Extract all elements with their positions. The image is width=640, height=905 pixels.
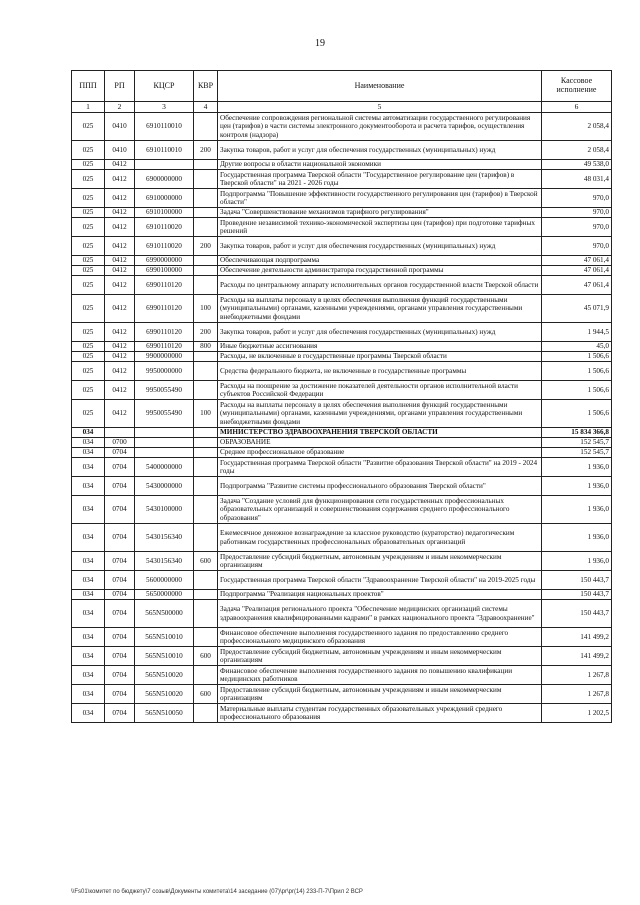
column-number: 6 <box>542 102 612 113</box>
cell-amount: 1 936,0 <box>542 458 612 477</box>
cell-name: Подпрограмма "Реализация национальных проектов" <box>218 590 542 600</box>
cell-ppp: 025 <box>72 170 105 189</box>
table-row <box>72 685 612 704</box>
cell-kvr: 100 <box>194 295 218 323</box>
cell-rp: 0704 <box>105 571 135 590</box>
table-row <box>72 266 612 276</box>
table-row <box>72 590 612 600</box>
cell-name: Подпрограмма "Повышение эффективности государственного регулирования цен (тарифов) в Тверской области" <box>218 189 542 208</box>
cell-kvr: 200 <box>194 237 218 256</box>
cell-kcsr: 6900000000 <box>135 170 194 189</box>
cell-amount: 1 936,0 <box>542 524 612 552</box>
cell-kvr <box>194 428 218 438</box>
header-ppp: ППП <box>72 71 105 102</box>
table-row <box>72 113 612 141</box>
cell-kcsr: 5430156340 <box>135 552 194 571</box>
cell-rp: 0704 <box>105 590 135 600</box>
cell-ppp: 025 <box>72 218 105 237</box>
cell-name: Проведение независимой технико-экономической экспертизы цен (тарифов) при подготовке тарифных решений <box>218 218 542 237</box>
header-name: Наименование <box>218 71 542 102</box>
cell-name: Финансовое обеспечение выполнения государственного задания по повышению квалификации медицинских работников <box>218 666 542 685</box>
cell-name: МИНИСТЕРСТВО ЗДРАВООХРАНЕНИЯ ТВЕРСКОЙ ОБЛАСТИ <box>218 428 542 438</box>
cell-rp: 0412 <box>105 208 135 218</box>
cell-name: Обеспечивающая подпрограмма <box>218 256 542 266</box>
cell-kcsr: 9950055490 <box>135 381 194 400</box>
cell-kcsr: 565N510020 <box>135 685 194 704</box>
cell-amount: 141 499,2 <box>542 647 612 666</box>
cell-kvr <box>194 496 218 524</box>
cell-name: Расходы на поощрение за достижение показателей деятельности органов исполнительной власти субъектов Российской Федерации <box>218 381 542 400</box>
cell-rp: 0412 <box>105 362 135 381</box>
table-row <box>72 323 612 342</box>
cell-kvr <box>194 477 218 496</box>
cell-ppp: 034 <box>72 647 105 666</box>
table-row <box>72 170 612 189</box>
table-row <box>72 237 612 256</box>
cell-kcsr: 565N510010 <box>135 647 194 666</box>
table-row <box>72 208 612 218</box>
cell-rp: 0704 <box>105 666 135 685</box>
cell-kvr: 800 <box>194 342 218 352</box>
cell-name: Государственная программа Тверской области "Здравоохранение Тверской области" на 2019-2025 годы <box>218 571 542 590</box>
cell-kvr: 100 <box>194 400 218 428</box>
cell-ppp: 034 <box>72 496 105 524</box>
table-row <box>72 218 612 237</box>
cell-amount: 1 936,0 <box>542 552 612 571</box>
cell-amount: 47 061,4 <box>542 276 612 295</box>
cell-rp: 0704 <box>105 448 135 458</box>
cell-ppp: 025 <box>72 189 105 208</box>
cell-name: Предоставление субсидий бюджетным, автономным учреждениям и иным некоммерческим организациям <box>218 685 542 704</box>
table-row <box>72 362 612 381</box>
cell-name: Закупка товаров, работ и услуг для обеспечения государственных (муниципальных) нужд <box>218 323 542 342</box>
cell-amount: 45 071,9 <box>542 295 612 323</box>
table-row <box>72 666 612 685</box>
table-row <box>72 477 612 496</box>
cell-rp: 0412 <box>105 170 135 189</box>
cell-kcsr: 6910100000 <box>135 208 194 218</box>
table-row <box>72 256 612 266</box>
table-row <box>72 438 612 448</box>
cell-kvr <box>194 590 218 600</box>
cell-kcsr: 5430000000 <box>135 477 194 496</box>
cell-name: Задача "Реализация регионального проекта "Обеспечение медицинских организаций системы здравоохранения квалифицированными кадрами" в рамках национального проекта "Здравоохранение" <box>218 600 542 628</box>
cell-kcsr: 6910110020 <box>135 218 194 237</box>
cell-ppp: 025 <box>72 295 105 323</box>
cell-kvr <box>194 524 218 552</box>
cell-name: Иные бюджетные ассигнования <box>218 342 542 352</box>
cell-rp: 0412 <box>105 160 135 170</box>
column-number-row <box>72 102 612 113</box>
cell-name: Обеспечение деятельности администратора государственной программы <box>218 266 542 276</box>
cell-rp: 0412 <box>105 218 135 237</box>
cell-name: Расходы по центральному аппарату исполнительных органов государственной власти Тверской области <box>218 276 542 295</box>
cell-kvr <box>194 266 218 276</box>
cell-rp: 0704 <box>105 524 135 552</box>
cell-kcsr <box>135 428 194 438</box>
cell-ppp: 034 <box>72 448 105 458</box>
cell-ppp: 025 <box>72 323 105 342</box>
cell-ppp: 034 <box>72 666 105 685</box>
table-row <box>72 400 612 428</box>
cell-kvr <box>194 438 218 448</box>
cell-name: Расходы, не включенные в государственные программы Тверской области <box>218 352 542 362</box>
cell-kcsr: 6990110120 <box>135 342 194 352</box>
cell-amount: 152 545,7 <box>542 448 612 458</box>
cell-kvr <box>194 189 218 208</box>
header-rp: РП <box>105 71 135 102</box>
table-row <box>72 342 612 352</box>
cell-ppp: 025 <box>72 256 105 266</box>
table-row <box>72 295 612 323</box>
cell-name: Задача "Совершенствование механизмов тарифного регулирования" <box>218 208 542 218</box>
cell-ppp: 034 <box>72 590 105 600</box>
cell-name: Расходы на выплаты персоналу в целях обеспечения выполнения функций государственными (муниципальными) органами, казенными учреждениями, органами управления государственными внебюджетными фондами <box>218 400 542 428</box>
cell-name: Материальные выплаты студентам государственных образовательных учреждений среднего профессионального образования <box>218 704 542 723</box>
cell-ppp: 025 <box>72 237 105 256</box>
cell-ppp: 034 <box>72 704 105 723</box>
table-row <box>72 381 612 400</box>
cell-kvr <box>194 666 218 685</box>
cell-ppp: 034 <box>72 524 105 552</box>
cell-kcsr: 565N510020 <box>135 666 194 685</box>
cell-kvr: 200 <box>194 323 218 342</box>
cell-amount: 1 506,6 <box>542 362 612 381</box>
cell-kcsr: 9950000000 <box>135 362 194 381</box>
cell-amount: 970,0 <box>542 208 612 218</box>
cell-kcsr: 565N510050 <box>135 704 194 723</box>
cell-rp: 0412 <box>105 266 135 276</box>
table-row <box>72 160 612 170</box>
cell-rp: 0412 <box>105 276 135 295</box>
cell-kvr <box>194 352 218 362</box>
column-number: 2 <box>105 102 135 113</box>
cell-rp: 0412 <box>105 189 135 208</box>
cell-amount: 49 538,0 <box>542 160 612 170</box>
cell-ppp: 025 <box>72 113 105 141</box>
cell-ppp: 025 <box>72 276 105 295</box>
cell-ppp: 034 <box>72 458 105 477</box>
cell-amount: 1 202,5 <box>542 704 612 723</box>
cell-name: Предоставление субсидий бюджетным, автономным учреждениям и иным некоммерческим организациям <box>218 552 542 571</box>
table-row <box>72 647 612 666</box>
cell-ppp: 034 <box>72 552 105 571</box>
column-number: 1 <box>72 102 105 113</box>
cell-kvr: 600 <box>194 685 218 704</box>
cell-kcsr <box>135 160 194 170</box>
cell-amount: 150 443,7 <box>542 590 612 600</box>
cell-kcsr: 6990110120 <box>135 276 194 295</box>
cell-ppp: 025 <box>72 160 105 170</box>
cell-amount: 970,0 <box>542 218 612 237</box>
table-row <box>72 189 612 208</box>
cell-rp: 0704 <box>105 600 135 628</box>
header-amount: Кассовое исполнение <box>542 71 612 102</box>
cell-name: Расходы на выплаты персоналу в целях обеспечения выполнения функций государственными (муниципальными) органами, казенными учреждениями, органами управления государственными внебюджетными фондами <box>218 295 542 323</box>
cell-kcsr: 5650000000 <box>135 590 194 600</box>
cell-kvr <box>194 571 218 590</box>
cell-kvr <box>194 170 218 189</box>
cell-rp: 0412 <box>105 352 135 362</box>
column-number: 3 <box>135 102 194 113</box>
cell-ppp: 034 <box>72 571 105 590</box>
table-row <box>72 628 612 647</box>
cell-name: Подпрограмма "Развитие системы профессионального образования Тверской области" <box>218 477 542 496</box>
cell-kcsr: 565N510010 <box>135 628 194 647</box>
table-row <box>72 571 612 590</box>
column-number: 4 <box>194 102 218 113</box>
cell-rp: 0412 <box>105 323 135 342</box>
cell-kvr <box>194 276 218 295</box>
cell-ppp: 025 <box>72 266 105 276</box>
cell-ppp: 025 <box>72 141 105 160</box>
cell-name: Закупка товаров, работ и услуг для обеспечения государственных (муниципальных) нужд <box>218 237 542 256</box>
cell-ppp: 034 <box>72 438 105 448</box>
table-row <box>72 448 612 458</box>
cell-kvr <box>194 256 218 266</box>
cell-amount: 45,0 <box>542 342 612 352</box>
cell-name: Задача "Создание условий для функционирования сети государственных профессиональных образовательных организаций и совершенствования содержания среднего профессионального образования" <box>218 496 542 524</box>
cell-amount: 2 058,4 <box>542 141 612 160</box>
table-row <box>72 141 612 160</box>
cell-kvr <box>194 208 218 218</box>
cell-kcsr: 565N500000 <box>135 600 194 628</box>
cell-amount: 1 506,6 <box>542 400 612 428</box>
cell-rp: 0410 <box>105 141 135 160</box>
cell-name: Обеспечение сопровождения региональной системы автоматизации государственного регулирования цен (тарифов) в части системы электронного документооборота и расчета тарифов, осуществления контроля (надзора) <box>218 113 542 141</box>
cell-kvr <box>194 362 218 381</box>
cell-rp: 0412 <box>105 381 135 400</box>
table-row <box>72 458 612 477</box>
cell-name: Средства федерального бюджета, не включенные в государственные программы <box>218 362 542 381</box>
cell-rp: 0704 <box>105 704 135 723</box>
cell-rp: 0704 <box>105 496 135 524</box>
cell-kcsr: 6990110120 <box>135 295 194 323</box>
cell-name: ОБРАЗОВАНИЕ <box>218 438 542 448</box>
cell-rp: 0412 <box>105 400 135 428</box>
cell-amount: 1 267,8 <box>542 666 612 685</box>
cell-rp: 0700 <box>105 438 135 448</box>
cell-amount: 141 499,2 <box>542 628 612 647</box>
cell-amount: 1 936,0 <box>542 477 612 496</box>
cell-name: Государственная программа Тверской области "Государственное регулирование цен (тарифов) в Тверской области" на 2021 - 2026 годы <box>218 170 542 189</box>
cell-rp: 0412 <box>105 256 135 266</box>
cell-kcsr: 5430156340 <box>135 524 194 552</box>
cell-amount: 1 267,8 <box>542 685 612 704</box>
cell-name: Среднее профессиональное образование <box>218 448 542 458</box>
cell-amount: 152 545,7 <box>542 438 612 448</box>
cell-name: Предоставление субсидий бюджетным, автономным учреждениям и иным некоммерческим организациям <box>218 647 542 666</box>
cell-rp: 0704 <box>105 477 135 496</box>
table-row <box>72 704 612 723</box>
cell-rp: 0704 <box>105 552 135 571</box>
cell-kcsr: 6990110120 <box>135 323 194 342</box>
cell-kcsr: 6910110010 <box>135 113 194 141</box>
cell-kcsr <box>135 438 194 448</box>
cell-kvr <box>194 218 218 237</box>
table-row <box>72 600 612 628</box>
cell-kvr <box>194 704 218 723</box>
cell-amount: 15 834 366,8 <box>542 428 612 438</box>
cell-kvr: 200 <box>194 141 218 160</box>
budget-table <box>71 70 612 723</box>
table-row <box>72 524 612 552</box>
cell-amount: 47 061,4 <box>542 266 612 276</box>
cell-kvr: 600 <box>194 552 218 571</box>
cell-kcsr: 6990100000 <box>135 266 194 276</box>
cell-kvr <box>194 600 218 628</box>
cell-ppp: 025 <box>72 342 105 352</box>
cell-ppp: 025 <box>72 352 105 362</box>
file-path-footer: \\Fs01\комитет по бюджету\7 созыв\Документы комитета\14 заседание (07)\pr\pr(14) 233-П-7\Прил 2 ВСР <box>71 889 363 895</box>
cell-kvr <box>194 458 218 477</box>
table-row <box>72 552 612 571</box>
cell-rp: 0412 <box>105 237 135 256</box>
table-row <box>72 428 612 438</box>
cell-rp: 0704 <box>105 458 135 477</box>
cell-amount: 970,0 <box>542 237 612 256</box>
cell-rp: 0704 <box>105 685 135 704</box>
cell-ppp: 025 <box>72 381 105 400</box>
cell-kcsr: 5400000000 <box>135 458 194 477</box>
cell-kcsr: 6910000000 <box>135 189 194 208</box>
cell-ppp: 025 <box>72 362 105 381</box>
header-kcsr: КЦСР <box>135 71 194 102</box>
cell-name: Финансовое обеспечение выполнения государственного задания по предоставлению среднего профессионального медицинского образования <box>218 628 542 647</box>
cell-rp: 0704 <box>105 647 135 666</box>
cell-name: Государственная программа Тверской области "Развитие образования Тверской области" на 2019 - 2024 годы <box>218 458 542 477</box>
cell-amount: 1 506,6 <box>542 352 612 362</box>
cell-rp: 0412 <box>105 295 135 323</box>
cell-kcsr: 6990000000 <box>135 256 194 266</box>
cell-amount: 48 031,4 <box>542 170 612 189</box>
column-number: 5 <box>218 102 542 113</box>
cell-ppp: 034 <box>72 628 105 647</box>
header-kvr: КВР <box>194 71 218 102</box>
cell-rp: 0704 <box>105 628 135 647</box>
table-row <box>72 352 612 362</box>
cell-amount: 150 443,7 <box>542 571 612 590</box>
cell-kcsr <box>135 448 194 458</box>
table-body <box>72 113 612 723</box>
cell-ppp: 034 <box>72 685 105 704</box>
cell-rp <box>105 428 135 438</box>
cell-name: Другие вопросы в области национальной экономики <box>218 160 542 170</box>
cell-amount: 970,0 <box>542 189 612 208</box>
cell-ppp: 025 <box>72 208 105 218</box>
cell-kcsr: 9950055490 <box>135 400 194 428</box>
cell-kvr: 600 <box>194 647 218 666</box>
cell-name: Ежемесячное денежное вознаграждение за классное руководство (кураторство) педагогическим работникам государственных профессиональных образовательных организаций <box>218 524 542 552</box>
cell-ppp: 025 <box>72 400 105 428</box>
cell-kcsr: 6910110010 <box>135 141 194 160</box>
cell-kcsr: 9900000000 <box>135 352 194 362</box>
cell-amount: 2 058,4 <box>542 113 612 141</box>
cell-kvr <box>194 381 218 400</box>
table-header-row <box>72 71 612 102</box>
cell-amount: 1 944,5 <box>542 323 612 342</box>
table-row <box>72 496 612 524</box>
cell-rp: 0412 <box>105 342 135 352</box>
cell-ppp: 034 <box>72 477 105 496</box>
cell-amount: 1 936,0 <box>542 496 612 524</box>
cell-rp: 0410 <box>105 113 135 141</box>
cell-kcsr: 5430100000 <box>135 496 194 524</box>
cell-amount: 47 061,4 <box>542 256 612 266</box>
page-number: 19 <box>315 38 325 49</box>
cell-amount: 150 443,7 <box>542 600 612 628</box>
cell-kvr <box>194 448 218 458</box>
cell-ppp: 034 <box>72 600 105 628</box>
cell-kvr <box>194 628 218 647</box>
table-row <box>72 276 612 295</box>
cell-kcsr: 6910110020 <box>135 237 194 256</box>
cell-kcsr: 5600000000 <box>135 571 194 590</box>
cell-ppp: 034 <box>72 428 105 438</box>
cell-name: Закупка товаров, работ и услуг для обеспечения государственных (муниципальных) нужд <box>218 141 542 160</box>
cell-amount: 1 506,6 <box>542 381 612 400</box>
cell-kvr <box>194 113 218 141</box>
cell-kvr <box>194 160 218 170</box>
